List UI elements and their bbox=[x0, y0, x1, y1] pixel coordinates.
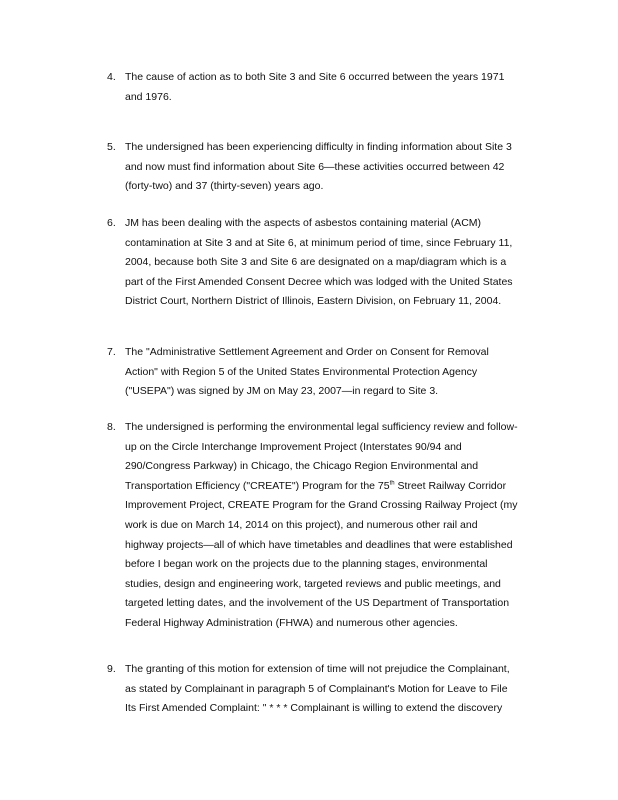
paragraph-number: 8. bbox=[107, 421, 116, 433]
paragraph-text bbox=[125, 418, 545, 634]
text-line: Its First Amended Complaint: " * * * Complainant is willing to extend the discovery bbox=[125, 702, 503, 715]
ordinal-suffix: th bbox=[389, 480, 395, 487]
paragraph-number: 5. bbox=[107, 141, 116, 153]
paragraph-number: 9. bbox=[107, 663, 116, 675]
paragraph-text bbox=[125, 68, 545, 107]
text-line: The "Administrative Settlement Agreement and Order on Consent for Removal bbox=[125, 346, 489, 358]
text-line: and now must find information about Site 6—these activities occurred between 42 bbox=[125, 160, 505, 173]
paragraph-number: 6. bbox=[107, 217, 116, 229]
text-line: up on the Circle Interchange Improvement Project (Interstates 90/94 and bbox=[125, 440, 462, 453]
text-line: District Court, Northern District of Illinois, Eastern Division, on February 11, 2004. bbox=[125, 295, 502, 308]
text-line: The granting of this motion for extension of time will not prejudice the Complainant, bbox=[125, 663, 510, 675]
text-line: Federal Highway Administration (FHWA) and numerous other agencies. bbox=[125, 616, 458, 629]
text-line: Transportation Efficiency ("CREATE") Program for the 75th Street Railway Corridor bbox=[125, 479, 507, 492]
text-line: targeted letting dates, and the involvement of the US Department of Transportation bbox=[125, 597, 510, 610]
text-line: as stated by Complainant in paragraph 5 of Complainant's Motion for Leave to File bbox=[125, 682, 508, 695]
text-line: The cause of action as to both Site 3 and Site 6 occurred between the years 1971 bbox=[125, 71, 505, 83]
text-line: (forty-two) and 37 (thirty-seven) years ago. bbox=[125, 180, 324, 193]
text-line: The undersigned has been experiencing difficulty in finding information about Site 3 bbox=[125, 141, 512, 153]
text-line: 2004, because both Site 3 and Site 6 are designated on a map/diagram which is a bbox=[125, 256, 507, 269]
text-line: Improvement Project, CREATE Program for the Grand Crossing Railway Project (my bbox=[125, 499, 518, 512]
text-line: before I began work on the projects due to the planning stages, environmental bbox=[125, 558, 488, 571]
text-line: and 1976. bbox=[125, 90, 172, 103]
text-line: Action" with Region 5 of the United States Environmental Protection Agency bbox=[125, 365, 478, 378]
paragraph-text bbox=[125, 138, 545, 197]
text-line: studies, design and engineering work, targeted reviews and public meetings, and bbox=[125, 577, 501, 590]
text-line: work is due on March 14, 2014 on this project), and numerous other rail and bbox=[125, 518, 478, 531]
text-line: contamination at Site 3 and at Site 6, at minimum period of time, since February 11, bbox=[125, 236, 513, 249]
paragraph-text bbox=[125, 660, 545, 719]
text-line: 290/Congress Parkway) in Chicago, the Chicago Region Environmental and bbox=[125, 460, 479, 473]
paragraph-text bbox=[125, 343, 545, 402]
text-line: JM has been dealing with the aspects of asbestos containing material (ACM) bbox=[125, 217, 482, 229]
paragraph-number: 7. bbox=[107, 346, 116, 358]
paragraph-text bbox=[125, 214, 545, 312]
text-line: highway projects—all of which have timetables and deadlines that were established bbox=[125, 538, 513, 551]
paragraph-number: 4. bbox=[107, 71, 116, 83]
text-line: The undersigned is performing the environmental legal sufficiency review and follow- bbox=[125, 421, 518, 433]
text-line: part of the First Amended Consent Decree which was lodged with the United States bbox=[125, 275, 513, 288]
text-line: ("USEPA") was signed by JM on May 23, 2007—in regard to Site 3. bbox=[125, 385, 439, 398]
